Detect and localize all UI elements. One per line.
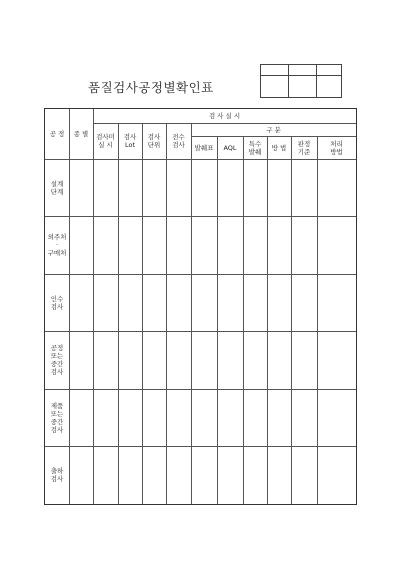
header-sampling-table: 발췌표: [194, 143, 214, 152]
grid-line: [45, 159, 356, 160]
header-lot: 검사 Lot: [123, 133, 137, 149]
header-special-sampling: 특수 발췌: [248, 139, 262, 156]
header-method: 방 법: [271, 143, 287, 152]
grid-line: [291, 136, 292, 504]
approval-box: [260, 64, 342, 98]
grid-line: [217, 136, 218, 504]
inspection-form-table: [44, 108, 357, 505]
grid-line: [317, 136, 318, 504]
row-label: 제품 또는 중간 검사: [50, 401, 64, 434]
grid-line: [45, 216, 356, 217]
grid-line: [69, 109, 70, 504]
row-label: 설계 단계: [50, 179, 64, 196]
grid-line: [166, 123, 167, 504]
grid-line: [45, 446, 356, 447]
grid-line: [243, 136, 244, 504]
grid-line: [267, 136, 268, 504]
header-inspection-done: 검 사 실 시: [208, 112, 241, 120]
grid-line: [45, 389, 356, 390]
approval-divider: [288, 65, 289, 97]
header-full-inspection: 전수 검사: [172, 133, 185, 149]
grid-line: [93, 109, 94, 504]
document-title: 품질검사공정별확인표: [88, 80, 214, 95]
grid-line: [191, 123, 192, 504]
header-aql: AQL: [223, 143, 237, 152]
header-category: 구 분: [266, 125, 281, 134]
row-label: 인수 검사: [50, 294, 64, 311]
header-not-done: 검사미 실 시: [96, 133, 115, 149]
header-process: 공 정: [49, 130, 65, 138]
grid-line: [45, 274, 356, 275]
row-label: 외주처 · 구매처: [47, 233, 67, 257]
header-criteria: 판정 기준: [297, 139, 311, 156]
grid-line: [142, 123, 143, 504]
approval-divider: [261, 75, 341, 76]
row-label: 출하 검사: [50, 467, 64, 483]
header-disposal: 처리 방법: [330, 139, 343, 156]
row-label: 공정 또는 중간 검사: [50, 344, 64, 376]
header-unit: 검사 단위: [147, 133, 161, 149]
grid-line: [118, 123, 119, 504]
approval-divider: [316, 65, 317, 97]
header-type: 종 별: [73, 130, 89, 138]
grid-line: [45, 331, 356, 332]
